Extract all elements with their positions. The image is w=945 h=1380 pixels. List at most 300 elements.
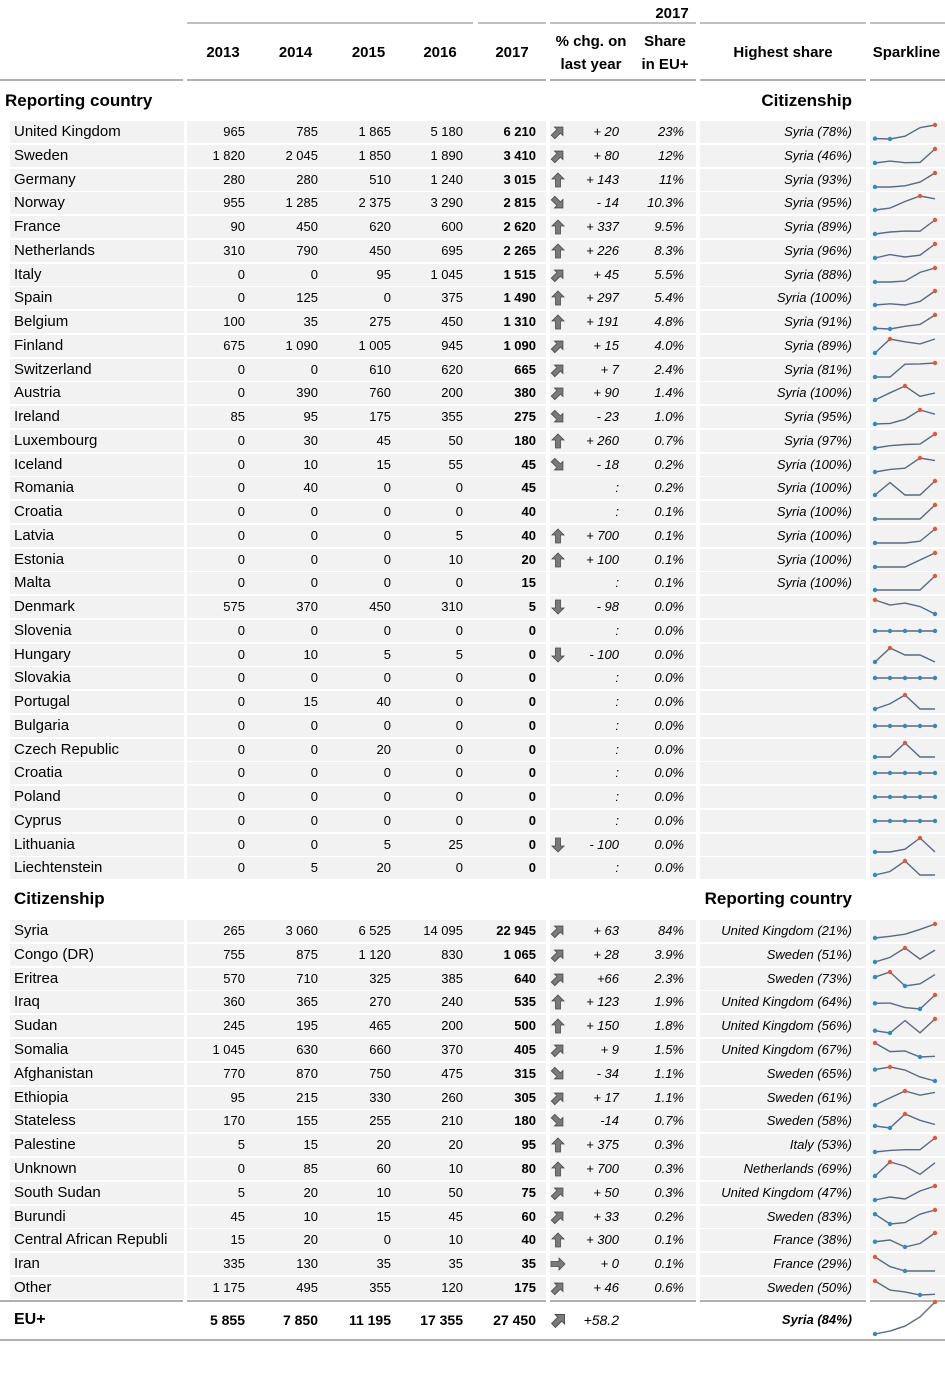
sparkline <box>871 454 939 476</box>
trend-arrow-icon <box>549 970 567 988</box>
sparkline <box>871 786 939 808</box>
table-row <box>0 944 945 966</box>
cell-2014: 3 060 <box>285 923 318 938</box>
cell-2015: 750 <box>369 1065 391 1081</box>
cell-2014: 0 <box>310 551 318 567</box>
sparkline-path <box>875 363 935 377</box>
cell-2014: 875 <box>296 946 318 962</box>
sparkline-point <box>933 771 937 775</box>
arrow-down-right-icon <box>549 456 567 474</box>
row-background <box>700 620 866 642</box>
arrow-up-icon <box>552 291 564 305</box>
cell-2013: 0 <box>237 812 245 828</box>
sparkline-point <box>873 724 877 728</box>
pct-change: + 90 <box>593 385 619 401</box>
pct-change: + 700 <box>586 1161 619 1176</box>
trend-arrow-icon <box>549 289 567 307</box>
sparkline <box>871 430 939 452</box>
cell-2016: 5 180 <box>430 124 463 139</box>
sparkline-point <box>903 859 907 863</box>
row-background <box>700 644 866 666</box>
sparkline <box>871 857 939 879</box>
highest-share: Syria (97%) <box>784 432 852 448</box>
col-header-2017: 2017 <box>495 44 529 61</box>
cell-2016: 10 <box>448 1232 463 1248</box>
cell-2017: 500 <box>514 1018 536 1034</box>
table-row <box>0 169 945 191</box>
cell-2014: 630 <box>296 1042 318 1057</box>
cell-2013: 0 <box>237 575 245 591</box>
pct-change: + 100 <box>586 551 619 567</box>
cell-2013: 360 <box>223 994 245 1010</box>
cell-2017: 1 515 <box>503 266 536 282</box>
pct-change: : <box>615 860 619 876</box>
cell-2014: 15 <box>303 1137 318 1153</box>
cell-2015: 15 <box>376 456 391 472</box>
sparkline-point <box>918 676 922 680</box>
share-in-eu: 5.5% <box>654 266 684 282</box>
pct-change: + 33 <box>593 1208 619 1224</box>
cell-2016: 0 <box>455 694 463 709</box>
cell-2017: 0 <box>528 860 536 876</box>
share-in-eu: 0.0% <box>654 646 684 662</box>
cell-2015: 0 <box>383 290 391 306</box>
cell-2015: 175 <box>369 409 391 424</box>
sparkline <box>871 121 939 143</box>
pct-change: - 100 <box>589 836 619 852</box>
cell-2013: 170 <box>223 1113 245 1129</box>
total-rule <box>0 1300 183 1302</box>
cell-2015: 510 <box>369 171 391 187</box>
cell-2016: 50 <box>448 1184 463 1200</box>
trend-arrow-icon <box>549 242 567 260</box>
cell-2017: 0 <box>528 622 536 638</box>
sparkline <box>871 477 939 499</box>
table-row <box>0 691 945 713</box>
pct-change: + 123 <box>586 994 619 1010</box>
cell-2016: 0 <box>455 504 463 519</box>
cell-2017: 180 <box>514 1113 536 1129</box>
trend-arrow-icon <box>549 993 567 1011</box>
total-rule <box>700 1300 866 1302</box>
sparkline-point <box>903 1088 907 1092</box>
cell-2013: 0 <box>237 717 245 733</box>
arrow-up-icon <box>552 1019 564 1033</box>
cell-2013: 0 <box>237 670 245 686</box>
cell-2013: 1 175 <box>212 1280 245 1295</box>
highest-share: Netherlands (69%) <box>743 1161 852 1176</box>
table-row <box>0 1063 945 1085</box>
trend-arrow-icon <box>549 313 567 331</box>
cell-2014: 40 <box>303 480 318 496</box>
sparkline-path <box>875 576 935 590</box>
cell-2014: 5 <box>310 860 318 876</box>
cell-2017: 180 <box>514 432 536 448</box>
sparkline-point <box>933 795 937 799</box>
table-row <box>0 216 945 238</box>
cell-2014: 0 <box>310 741 318 757</box>
sparkline-point <box>873 422 877 426</box>
sparkline-point <box>933 550 937 554</box>
row-label: Portugal <box>14 693 70 710</box>
sparkline-point <box>873 795 877 799</box>
cell-2016: 45 <box>448 1208 463 1224</box>
sparkline-point <box>933 479 937 483</box>
share-in-eu: 0.0% <box>654 836 684 852</box>
cell-2017: 22 945 <box>496 923 536 938</box>
sparkline-point <box>933 1184 937 1188</box>
share-in-eu: 0.1% <box>654 551 684 567</box>
cell-2015: 0 <box>383 1232 391 1248</box>
share-in-eu: 0.0% <box>654 670 684 686</box>
cell-2015: 1 865 <box>358 124 391 139</box>
arrow-up-right-icon <box>549 1208 567 1226</box>
highest-share: Syria (95%) <box>784 195 852 211</box>
cell-2013: 0 <box>237 266 245 282</box>
row-label: Liechtenstein <box>14 859 103 877</box>
table-row <box>0 382 945 404</box>
row-label: Poland <box>14 788 61 805</box>
sparkline-point <box>918 771 922 775</box>
sparkline <box>871 145 939 167</box>
row-label: Stateless <box>14 1112 76 1130</box>
col-header-share-line2: in EU+ <box>641 56 689 73</box>
sparkline-point <box>918 795 922 799</box>
header-rule <box>332 22 405 24</box>
highest-share: Syria (100%) <box>776 527 852 543</box>
cell-2016: 600 <box>441 219 463 234</box>
share-in-eu: 12% <box>657 147 684 163</box>
sparkline <box>871 1253 939 1275</box>
cell-2017: 0 <box>528 694 536 709</box>
trend-arrow-icon <box>549 266 567 284</box>
share-in-eu: 0.0% <box>654 765 684 781</box>
share-in-eu: 8.3% <box>654 242 684 258</box>
trend-arrow-icon <box>549 1279 567 1297</box>
sparkline-point <box>873 469 877 473</box>
sparkline <box>871 1039 939 1061</box>
cell-2013: 1 820 <box>212 147 245 163</box>
sparkline-path <box>875 458 935 472</box>
table-row <box>0 1110 945 1132</box>
sparkline-point <box>918 455 922 459</box>
table-row <box>0 121 945 143</box>
cell-2015: 450 <box>369 242 391 258</box>
row-label: Romania <box>14 479 75 497</box>
sparkline <box>871 1277 939 1299</box>
cell-2015: 330 <box>369 1089 391 1105</box>
sparkline-point <box>873 960 877 964</box>
trend-arrow-icon <box>549 1017 567 1035</box>
table-row <box>0 240 945 262</box>
sparkline-point <box>933 432 937 436</box>
cell-2016: 260 <box>441 1089 463 1105</box>
trend-arrow-icon <box>549 147 567 165</box>
cell-2013: 245 <box>223 1018 245 1034</box>
sparkline-point <box>888 327 892 331</box>
trend-arrow-icon <box>549 551 567 569</box>
highest-share: France (29%) <box>773 1256 852 1272</box>
row-label: Other <box>14 1279 52 1296</box>
share-in-eu: 1.1% <box>654 1065 684 1081</box>
table-row <box>0 968 945 990</box>
row-label: Eritrea <box>14 969 59 987</box>
arrow-down-icon <box>552 838 564 852</box>
highest-share: Syria (100%) <box>776 575 852 591</box>
share-in-eu: 1.0% <box>654 409 684 424</box>
share-in-eu: 0.1% <box>654 1256 684 1272</box>
sparkline-point <box>873 1150 877 1154</box>
cell-2017: 35 <box>521 1256 536 1272</box>
sparkline-point <box>888 1221 892 1225</box>
sparkline-path <box>875 505 935 519</box>
sparkline <box>871 596 939 618</box>
cell-2013: 85 <box>230 409 245 424</box>
col-header-2014: 2014 <box>278 44 313 61</box>
sparkline <box>871 572 939 594</box>
sparkline-point <box>873 754 877 758</box>
table-row <box>0 311 945 333</box>
sparkline <box>871 715 939 737</box>
share-in-eu: 0.0% <box>654 694 684 709</box>
highest-share: Syria (91%) <box>784 314 852 329</box>
pct-change: + 337 <box>586 219 619 234</box>
pct-change: + 260 <box>586 432 619 448</box>
cell-2014: 870 <box>296 1065 318 1081</box>
row-background <box>700 834 866 856</box>
sparkline <box>871 549 939 571</box>
cell-2013: 5 <box>237 1137 245 1153</box>
sparkline <box>871 968 939 990</box>
cell-2015: 0 <box>383 812 391 828</box>
cell-2015: 5 <box>383 836 391 852</box>
cell-2015: 40 <box>376 694 391 709</box>
sparkline <box>871 834 939 856</box>
cell-2016: 5 <box>455 646 463 662</box>
trend-arrow-icon <box>549 764 567 782</box>
sparkline-point <box>873 493 877 497</box>
sparkline-point <box>933 123 937 127</box>
sparkline-path <box>875 196 935 210</box>
table-row <box>0 715 945 737</box>
cell-2016: 620 <box>441 361 463 377</box>
cell-2013: 310 <box>223 242 245 258</box>
row-label: Sudan <box>14 1017 58 1035</box>
header-bottom-rule <box>700 79 866 81</box>
share-in-eu: 0.0% <box>654 741 684 757</box>
highest-share: Sweden (65%) <box>766 1065 852 1081</box>
row-label: Germany <box>14 170 76 188</box>
share-in-eu: 0.3% <box>654 1137 684 1153</box>
row-background <box>700 762 866 784</box>
cell-2017: 1 490 <box>503 290 536 306</box>
sparkline-point <box>873 1279 877 1283</box>
trend-arrow-icon <box>549 598 567 616</box>
table-row <box>0 264 945 286</box>
sparkline-point <box>888 771 892 775</box>
sparkline-path <box>875 1186 935 1200</box>
sparkline-point <box>888 337 892 341</box>
cell-2016: 200 <box>441 1018 463 1034</box>
sparkline <box>871 335 939 357</box>
cell-2016: 10 <box>448 1161 463 1176</box>
share-in-eu: 0.2% <box>654 1208 684 1224</box>
row-label: Netherlands <box>14 241 95 259</box>
total-rule <box>187 1300 546 1302</box>
cell-2014: 1 285 <box>285 195 318 211</box>
sparkline-path <box>875 434 935 448</box>
sparkline-point <box>873 374 877 378</box>
table-row <box>0 1134 945 1156</box>
sparkline <box>871 762 939 784</box>
cell-2017: 20 <box>521 551 536 567</box>
cell-2017: 1 090 <box>503 337 536 353</box>
pct-change: + 20 <box>593 124 619 139</box>
table-row <box>0 1087 945 1109</box>
cell-2016: 450 <box>441 314 463 329</box>
trend-arrow-icon <box>549 337 567 355</box>
share-in-eu: 1.9% <box>654 994 684 1010</box>
sparkline-point <box>873 256 877 260</box>
sparkline-point <box>903 1269 907 1273</box>
share-in-eu: 0.1% <box>654 504 684 519</box>
cell-2013: 15 <box>230 1232 245 1248</box>
row-label: Syria <box>14 922 49 939</box>
trend-arrow-icon <box>549 1041 567 1059</box>
share-in-eu: 0.0% <box>654 789 684 804</box>
sparkline-path <box>875 1043 935 1057</box>
cell-2013: 0 <box>237 789 245 804</box>
highest-share: Sweden (73%) <box>766 970 852 986</box>
sparkline-path <box>875 1138 935 1152</box>
cell-2015: 20 <box>376 860 391 876</box>
share-in-eu: 1.5% <box>654 1042 684 1057</box>
cell-2015: 465 <box>369 1018 391 1034</box>
pct-change: + 7 <box>600 361 619 377</box>
header-rule <box>405 22 473 24</box>
table-row <box>0 287 945 309</box>
cell-2013: 0 <box>237 361 245 377</box>
total-2016: 17 355 <box>420 1312 463 1328</box>
row-label: Slovenia <box>14 621 72 639</box>
arrow-up-right-icon <box>549 123 567 141</box>
cell-2013: 0 <box>237 694 245 709</box>
cell-2017: 0 <box>528 646 536 662</box>
sparkline-point <box>903 983 907 987</box>
sparkline-path <box>875 838 935 852</box>
row-label: Bulgaria <box>14 716 70 734</box>
cell-2014: 0 <box>310 575 318 591</box>
highest-share: United Kingdom (67%) <box>721 1042 852 1057</box>
row-background <box>700 810 866 832</box>
arrow-down-right-icon <box>549 194 567 212</box>
highest-share: Syria (78%) <box>784 124 852 139</box>
trend-arrow-icon <box>549 1255 567 1273</box>
sparkline <box>871 1110 939 1132</box>
cell-2013: 100 <box>223 314 245 329</box>
sparkline-path <box>875 481 935 495</box>
cell-2017: 2 265 <box>503 242 536 258</box>
trend-arrow-icon <box>549 1310 569 1330</box>
cell-2016: 5 <box>455 527 463 543</box>
sparkline <box>871 240 939 262</box>
sparkline-point <box>918 724 922 728</box>
share-in-eu: 0.0% <box>654 622 684 638</box>
pct-change: + 9 <box>600 1042 619 1057</box>
sparkline-path <box>875 291 935 305</box>
row-label: Somalia <box>14 1041 69 1058</box>
sparkline-point <box>903 1112 907 1116</box>
cell-2017: 2 815 <box>503 195 536 211</box>
row-label: Spain <box>14 289 53 307</box>
trend-arrow-icon <box>549 669 567 687</box>
sparkline-point <box>903 629 907 633</box>
sparkline-point <box>933 170 937 174</box>
cell-2015: 1 120 <box>358 946 391 962</box>
share-in-eu: 0.0% <box>654 860 684 876</box>
cell-2014: 280 <box>296 171 318 187</box>
sparkline-point <box>888 1031 892 1035</box>
cell-2015: 0 <box>383 527 391 543</box>
total-highest-share: Syria (84%) <box>781 1312 852 1327</box>
highest-share: Syria (100%) <box>776 456 852 472</box>
sparkline <box>871 359 939 381</box>
table-row <box>0 145 945 167</box>
cell-2015: 0 <box>383 504 391 519</box>
cell-2014: 35 <box>303 314 318 329</box>
sparkline-path <box>875 995 935 1009</box>
cell-2017: 380 <box>514 385 536 401</box>
sparkline-point <box>873 1198 877 1202</box>
sparkline-point <box>873 326 877 330</box>
pct-change: : <box>615 812 619 828</box>
cell-2015: 10 <box>376 1184 391 1200</box>
cell-2013: 755 <box>223 946 245 962</box>
cell-2015: 355 <box>369 1280 391 1295</box>
cell-2016: 355 <box>441 409 463 424</box>
cell-2015: 0 <box>383 551 391 567</box>
cell-2013: 0 <box>237 480 245 496</box>
trend-arrow-icon <box>549 693 567 711</box>
sparkline <box>871 216 939 238</box>
row-background <box>700 715 866 737</box>
cell-2017: 15 <box>521 575 536 591</box>
cell-2016: 3 290 <box>430 195 463 211</box>
sparkline-point <box>918 835 922 839</box>
total-rule <box>550 1300 696 1302</box>
sparkline-path <box>875 339 935 353</box>
table-row <box>0 1182 945 1204</box>
sparkline-point <box>933 724 937 728</box>
row-label: Finland <box>14 336 64 354</box>
pct-change: : <box>615 717 619 733</box>
cell-2016: 0 <box>455 789 463 804</box>
cell-2017: 3 410 <box>503 147 536 163</box>
table-row <box>0 920 945 942</box>
cell-2016: 830 <box>441 946 463 962</box>
sparkline <box>871 382 939 404</box>
sparkline <box>871 1015 939 1037</box>
col-header-2013: 2013 <box>206 44 240 61</box>
arrow-up-right-icon <box>549 1184 567 1202</box>
sparkline-point <box>888 645 892 649</box>
trend-arrow-icon <box>549 194 567 212</box>
sparkline-point <box>933 1017 937 1021</box>
sparkline-point <box>873 676 877 680</box>
sparkline <box>871 644 939 666</box>
share-in-eu: 1.1% <box>654 1089 684 1105</box>
sparkline-point <box>873 564 877 568</box>
